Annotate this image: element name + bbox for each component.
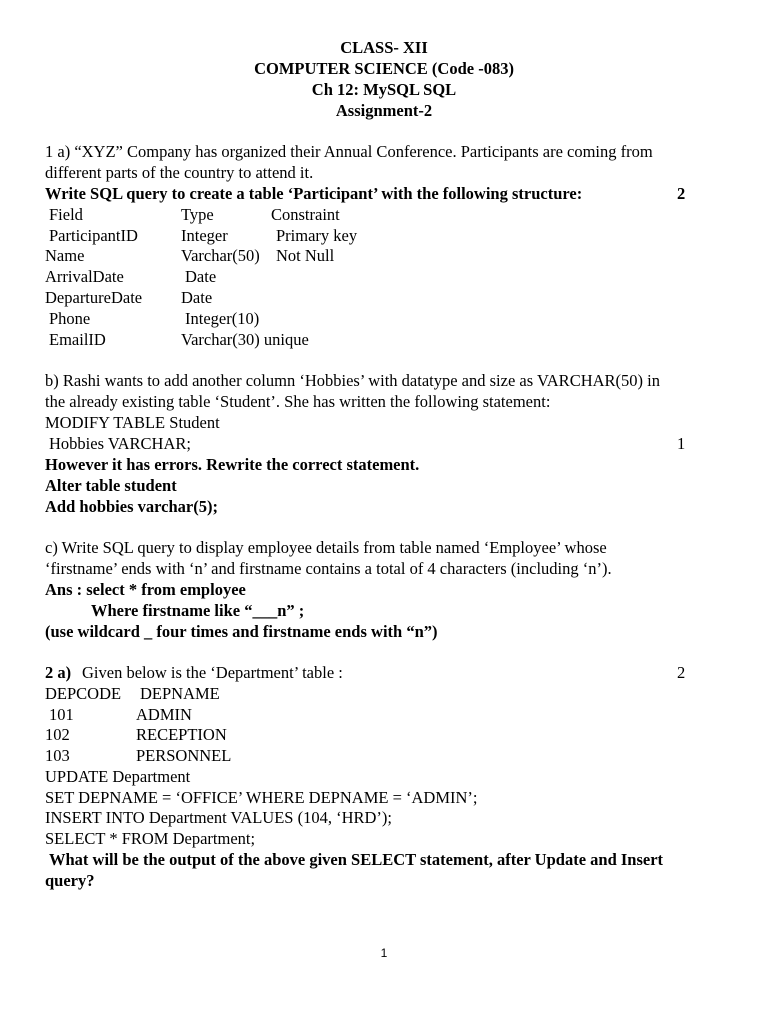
table-cell-field: DepartureDate bbox=[45, 288, 143, 307]
page-number: 1 bbox=[380, 946, 388, 960]
table-header-depcode: DEPCODE bbox=[45, 684, 122, 703]
q2a-label: 2 a) bbox=[45, 663, 72, 682]
q1b-answer-line2: Add hobbies varchar(5); bbox=[45, 497, 218, 516]
class-heading: CLASS- XII bbox=[340, 38, 428, 57]
q1a-text-line1: 1 a) “XYZ” Company has organized their Annual Conference. Participants are coming from bbox=[45, 142, 653, 161]
table-header-type: Type bbox=[181, 205, 214, 224]
q2a-sql-line1: UPDATE Department bbox=[45, 767, 191, 786]
table-header-depname: DEPNAME bbox=[140, 684, 220, 703]
q1b-instruction: However it has errors. Rewrite the correct statement. bbox=[45, 455, 420, 474]
table-cell-type: Integer bbox=[181, 226, 228, 245]
q1c-answer-line3: (use wildcard _ four times and firstname ends with “n”) bbox=[45, 622, 438, 641]
table-cell-type: Date bbox=[181, 288, 213, 307]
q1c-answer-line2: Where firstname like “___n” ; bbox=[91, 601, 305, 620]
q1b-code-line1: MODIFY TABLE Student bbox=[45, 413, 220, 432]
table-cell-field: ArrivalDate bbox=[45, 267, 124, 286]
table-cell-field: EmailID bbox=[49, 330, 106, 349]
chapter-heading: Ch 12: MySQL SQL bbox=[311, 80, 457, 99]
q1b-marks: 1 bbox=[677, 434, 686, 453]
q2a-sql-line3: INSERT INTO Department VALUES (104, ‘HRD’); bbox=[45, 808, 393, 827]
table-cell-depname: RECEPTION bbox=[136, 725, 227, 744]
q1b-code-line2: Hobbies VARCHAR; bbox=[49, 434, 191, 453]
table-cell-type: Integer(10) bbox=[185, 309, 260, 328]
table-header-field: Field bbox=[49, 205, 83, 224]
subject-heading: COMPUTER SCIENCE (Code -083) bbox=[254, 59, 514, 78]
table-cell-constraint: Not Null bbox=[276, 246, 335, 265]
q1a-text-line2: different parts of the country to attend it. bbox=[45, 163, 314, 182]
assignment-heading: Assignment-2 bbox=[335, 101, 433, 120]
table-header-constraint: Constraint bbox=[271, 205, 340, 224]
q2a-question-line2: query? bbox=[45, 871, 95, 890]
q1b-text-line2: the already existing table ‘Student’. She has written the following statement: bbox=[45, 392, 551, 411]
q1b-answer-line1: Alter table student bbox=[45, 476, 177, 495]
table-cell-depname: ADMIN bbox=[136, 705, 192, 724]
q2a-text-line1: Given below is the ‘Department’ table : bbox=[82, 663, 343, 682]
table-cell-depname: PERSONNEL bbox=[136, 746, 232, 765]
q1c-text-line2: ‘firstname’ ends with ‘n’ and firstname contains a total of 4 characters (including ‘n’). bbox=[45, 559, 612, 578]
q1a-instruction: Write SQL query to create a table ‘Participant’ with the following structure: bbox=[45, 184, 583, 203]
table-cell-depcode: 102 bbox=[45, 725, 70, 744]
q2a-question-line1: What will be the output of the above given SELECT statement, after Update and Insert bbox=[49, 850, 664, 869]
table-cell-depcode: 103 bbox=[45, 746, 70, 765]
q1a-marks: 2 bbox=[677, 184, 686, 203]
table-cell-field: ParticipantID bbox=[49, 226, 138, 245]
table-cell-type: Varchar(50) bbox=[181, 246, 260, 265]
q2a-sql-line4: SELECT * FROM Department; bbox=[45, 829, 256, 848]
table-cell-field: Phone bbox=[49, 309, 91, 328]
q1b-text-line1: b) Rashi wants to add another column ‘Hobbies’ with datatype and size as VARCHAR(50) in bbox=[45, 371, 660, 390]
table-cell-depcode: 101 bbox=[49, 705, 74, 724]
table-cell-type: Date bbox=[185, 267, 217, 286]
q2a-sql-line2: SET DEPNAME = ‘OFFICE’ WHERE DEPNAME = ‘ADMIN’; bbox=[45, 788, 478, 807]
q1c-text-line1: c) Write SQL query to display employee details from table named ‘Employee’ whose bbox=[45, 538, 607, 557]
q2a-marks: 2 bbox=[677, 663, 686, 682]
table-cell-constraint: Primary key bbox=[276, 226, 358, 245]
table-cell-field: Name bbox=[45, 246, 85, 265]
q1c-answer-line1: Ans : select * from employee bbox=[45, 580, 246, 599]
table-cell-type: Varchar(30) unique bbox=[181, 330, 309, 349]
